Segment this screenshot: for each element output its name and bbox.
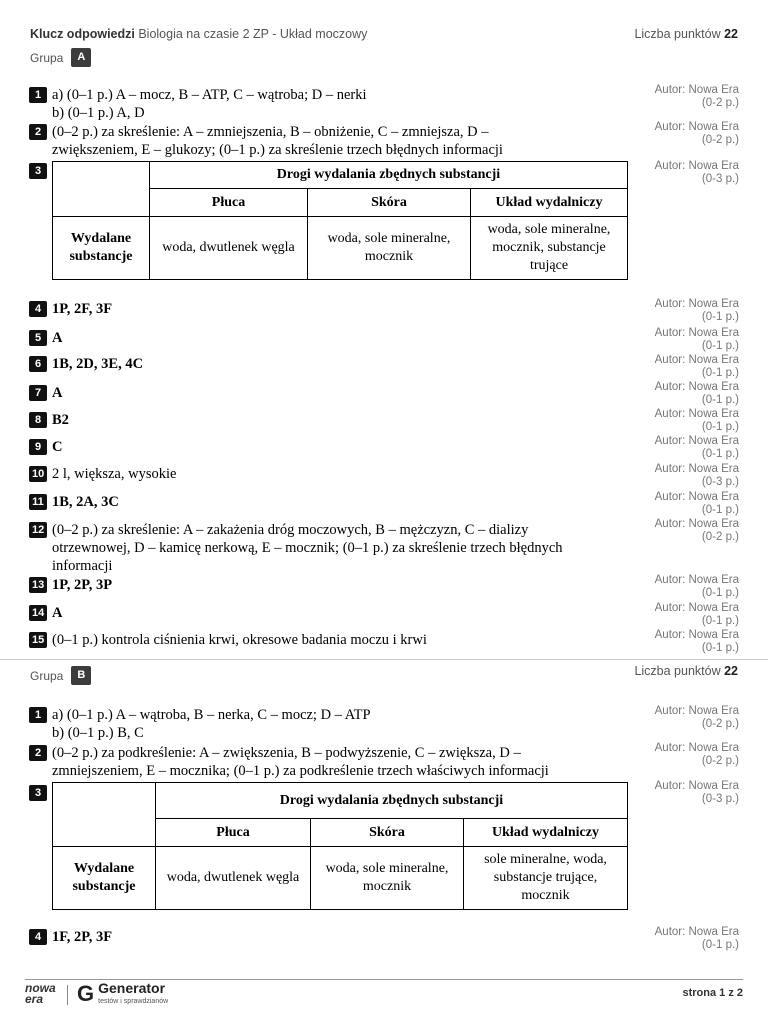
answer-text: a) (0–1 p.) A – mocz, B – ATP, C – wątroba; D – nerki b) (0–1 p.) A, D [52,87,367,121]
author-a2 [609,121,739,147]
author-a15 [609,629,739,655]
points-range: (0-2 p.) [701,531,739,543]
table-cell: woda, sole mineralne, mocznik [308,217,471,280]
generator-logo [77,981,168,1007]
author-a12 [609,518,739,544]
points-value: 22 [724,664,738,678]
generator-wordmark [98,981,168,1007]
logo-nowa-text: nowa [25,981,56,995]
question-number: 2 [29,124,47,140]
table-cell: sole mineralne, woda, substancje trujące, mocznik [464,847,628,910]
author-b2 [609,742,739,768]
page-number: strona 1 z 2 [682,987,743,999]
points-range: (0-1 p.) [701,421,739,433]
author-name: Autor: Nowa Era [654,354,739,366]
answer-text: 1P, 2P, 3P [52,577,113,593]
answer-text: (0–2 p.) za skreślenie: A – zmniejszenia, B – obniżenie, C – zmniejsza, D – zwiększeniem, E – glukozy; (0–1 p.) za skreślenie trzech błędnych informacji [52,124,503,158]
table-cell: woda, sole mineralne, mocznik, substancje trujące [471,217,628,280]
table-row-label: Wydalane substancje [53,847,156,910]
answer-text: C [52,439,63,455]
group-label-text: Grupa [30,668,64,683]
points-total-b [634,664,738,678]
question-b4 [29,928,629,946]
points-range: (0-2 p.) [701,718,739,730]
answer-text: (0–1 p.) kontrola ciśnienia krwi, okresowe badania moczu i krwi [52,632,427,648]
question-number: 4 [29,301,47,317]
points-range: (0-1 p.) [701,448,739,460]
question-number: 10 [29,466,47,482]
author-name: Autor: Nowa Era [654,780,739,792]
points-range: (0-3 p.) [701,476,739,488]
points-label: Liczba punktów [634,664,721,678]
group-letter-badge: B [71,666,91,685]
author-name: Autor: Nowa Era [654,408,739,420]
question-number: 4 [29,929,47,945]
points-range: (0-2 p.) [701,134,739,146]
author-a13 [609,574,739,600]
answer-text: (0–2 p.) za skreślenie: A – zakażenia dróg moczowych, B – mężczyzn, C – dializy otrzewnowej, D – kamicę nerkową, E – mocznik; (0–1 p.) za skreślenie trzech błędnych informacji [52,522,563,574]
logo-era-text: era [25,992,44,1006]
answer-text: A [52,605,63,621]
answer-text: A [52,330,63,346]
points-range: (0-1 p.) [701,311,739,323]
points-label: Liczba punktów [634,27,721,41]
table-col-header: Płuca [150,189,308,217]
author-name: Autor: Nowa Era [654,602,739,614]
author-name: Autor: Nowa Era [654,629,739,641]
author-b3 [609,780,739,806]
table-cell: woda, dwutlenek węgla [156,847,311,910]
question-number: 1 [29,707,47,723]
question-number: 5 [29,330,47,346]
answer-text: a) (0–1 p.) A – wątroba, B – nerka, C – mocz; D – ATP b) (0–1 p.) B, C [52,707,371,741]
question-b2 [29,744,629,780]
author-a14 [609,602,739,628]
points-range: (0-1 p.) [701,587,739,599]
answer-text: 1B, 2A, 3C [52,494,119,510]
question-a10 [29,465,629,483]
question-a15 [29,631,629,649]
author-a1 [609,84,739,110]
author-name: Autor: Nowa Era [654,518,739,530]
author-name: Autor: Nowa Era [654,381,739,393]
answer-text: 1F, 2P, 3F [52,929,113,945]
author-a4 [609,298,739,324]
points-range: (0-1 p.) [701,504,739,516]
points-range: (0-1 p.) [701,367,739,379]
question-number: 1 [29,87,47,103]
question-a1 [29,86,629,122]
question-a9 [29,438,629,456]
group-divider [0,659,768,660]
question-a11 [29,493,629,511]
question-number: 14 [29,605,47,621]
points-range: (0-3 p.) [701,173,739,185]
table-cell: woda, dwutlenek węgla [150,217,308,280]
question-number: 2 [29,745,47,761]
question-number: 11 [29,494,47,510]
logo-separator [67,985,68,1005]
points-value: 22 [724,27,738,41]
page-header [30,27,738,45]
title-bold: Klucz odpowiedzi [30,27,135,41]
answer-text: A [52,385,63,401]
question-b1 [29,706,629,742]
author-name: Autor: Nowa Era [654,435,739,447]
author-name: Autor: Nowa Era [654,463,739,475]
question-number: 12 [29,522,47,538]
table-col-header: Płuca [156,819,311,847]
question-a7 [29,384,629,402]
nowa-era-logo [25,983,56,1005]
table-empty-cell [53,162,150,217]
points-range: (0-1 p.) [701,939,739,951]
points-range: (0-1 p.) [701,394,739,406]
document-title [30,27,367,41]
author-name: Autor: Nowa Era [654,121,739,133]
points-range: (0-1 p.) [701,340,739,352]
question-number: 6 [29,356,47,372]
question-a2 [29,123,629,159]
question-number: 3 [29,163,47,179]
answer-text: 1B, 2D, 3E, 4C [52,356,144,372]
group-a-label [30,48,91,67]
question-number: 9 [29,439,47,455]
author-b4 [609,926,739,952]
points-total [634,27,738,41]
author-a3 [609,160,739,186]
question-a14 [29,604,629,622]
author-name: Autor: Nowa Era [654,574,739,586]
table-col-header: Układ wydalniczy [464,819,628,847]
author-a8 [609,408,739,434]
generator-title: Generator [98,980,166,996]
author-name: Autor: Nowa Era [654,705,739,717]
table-header: Drogi wydalania zbędnych substancji [156,783,628,819]
author-a9 [609,435,739,461]
group-letter-badge: A [71,48,91,67]
author-name: Autor: Nowa Era [654,491,739,503]
table-col-header: Skóra [308,189,471,217]
question-number: 7 [29,385,47,401]
author-a6 [609,354,739,380]
question-a6 [29,355,629,373]
answer-text: 1P, 2F, 3F [52,301,113,317]
author-name: Autor: Nowa Era [654,327,739,339]
author-a10 [609,463,739,489]
generator-subtitle: testów i sprawdzianów [98,998,169,1005]
question-number: 8 [29,412,47,428]
table-col-header: Układ wydalniczy [471,189,628,217]
points-range: (0-2 p.) [701,97,739,109]
answer-text: B2 [52,412,69,428]
author-name: Autor: Nowa Era [654,160,739,172]
question-a4 [29,300,629,318]
answer-text: (0–2 p.) za podkreślenie: A – zwiększenia, B – podwyższenie, C – zwiększa, D – zmniejszeniem, E – mocznika; (0–1 p.) za podkreślenie trzech właściwych informacji [52,745,549,779]
question-number: 3 [29,785,47,801]
generator-g-icon: G [77,981,95,1006]
table-col-header: Skóra [311,819,464,847]
table-row-label: Wydalane substancje [53,217,150,280]
table-empty-cell [53,783,156,847]
answer-text: 2 l, większa, wysokie [52,466,177,482]
author-a11 [609,491,739,517]
question-a8 [29,411,629,429]
question-a5 [29,329,629,347]
question-number: 15 [29,632,47,648]
points-range: (0-3 p.) [701,793,739,805]
points-range: (0-1 p.) [701,642,739,654]
answer-table-a [52,161,628,280]
points-range: (0-2 p.) [701,755,739,767]
table-header: Drogi wydalania zbędnych substancji [150,162,628,189]
points-range: (0-1 p.) [701,615,739,627]
author-b1 [609,705,739,731]
table-cell: woda, sole mineralne, mocznik [311,847,464,910]
question-a13 [29,576,629,594]
author-name: Autor: Nowa Era [654,742,739,754]
group-label-text: Grupa [30,50,64,65]
author-a5 [609,327,739,353]
question-a12 [29,521,639,575]
question-number: 13 [29,577,47,593]
title-rest: Biologia na czasie 2 ZP - Układ moczowy [138,27,368,41]
group-b-label [30,666,91,685]
answer-table-b [52,782,628,910]
author-a7 [609,381,739,407]
author-name: Autor: Nowa Era [654,298,739,310]
author-name: Autor: Nowa Era [654,84,739,96]
author-name: Autor: Nowa Era [654,926,739,938]
